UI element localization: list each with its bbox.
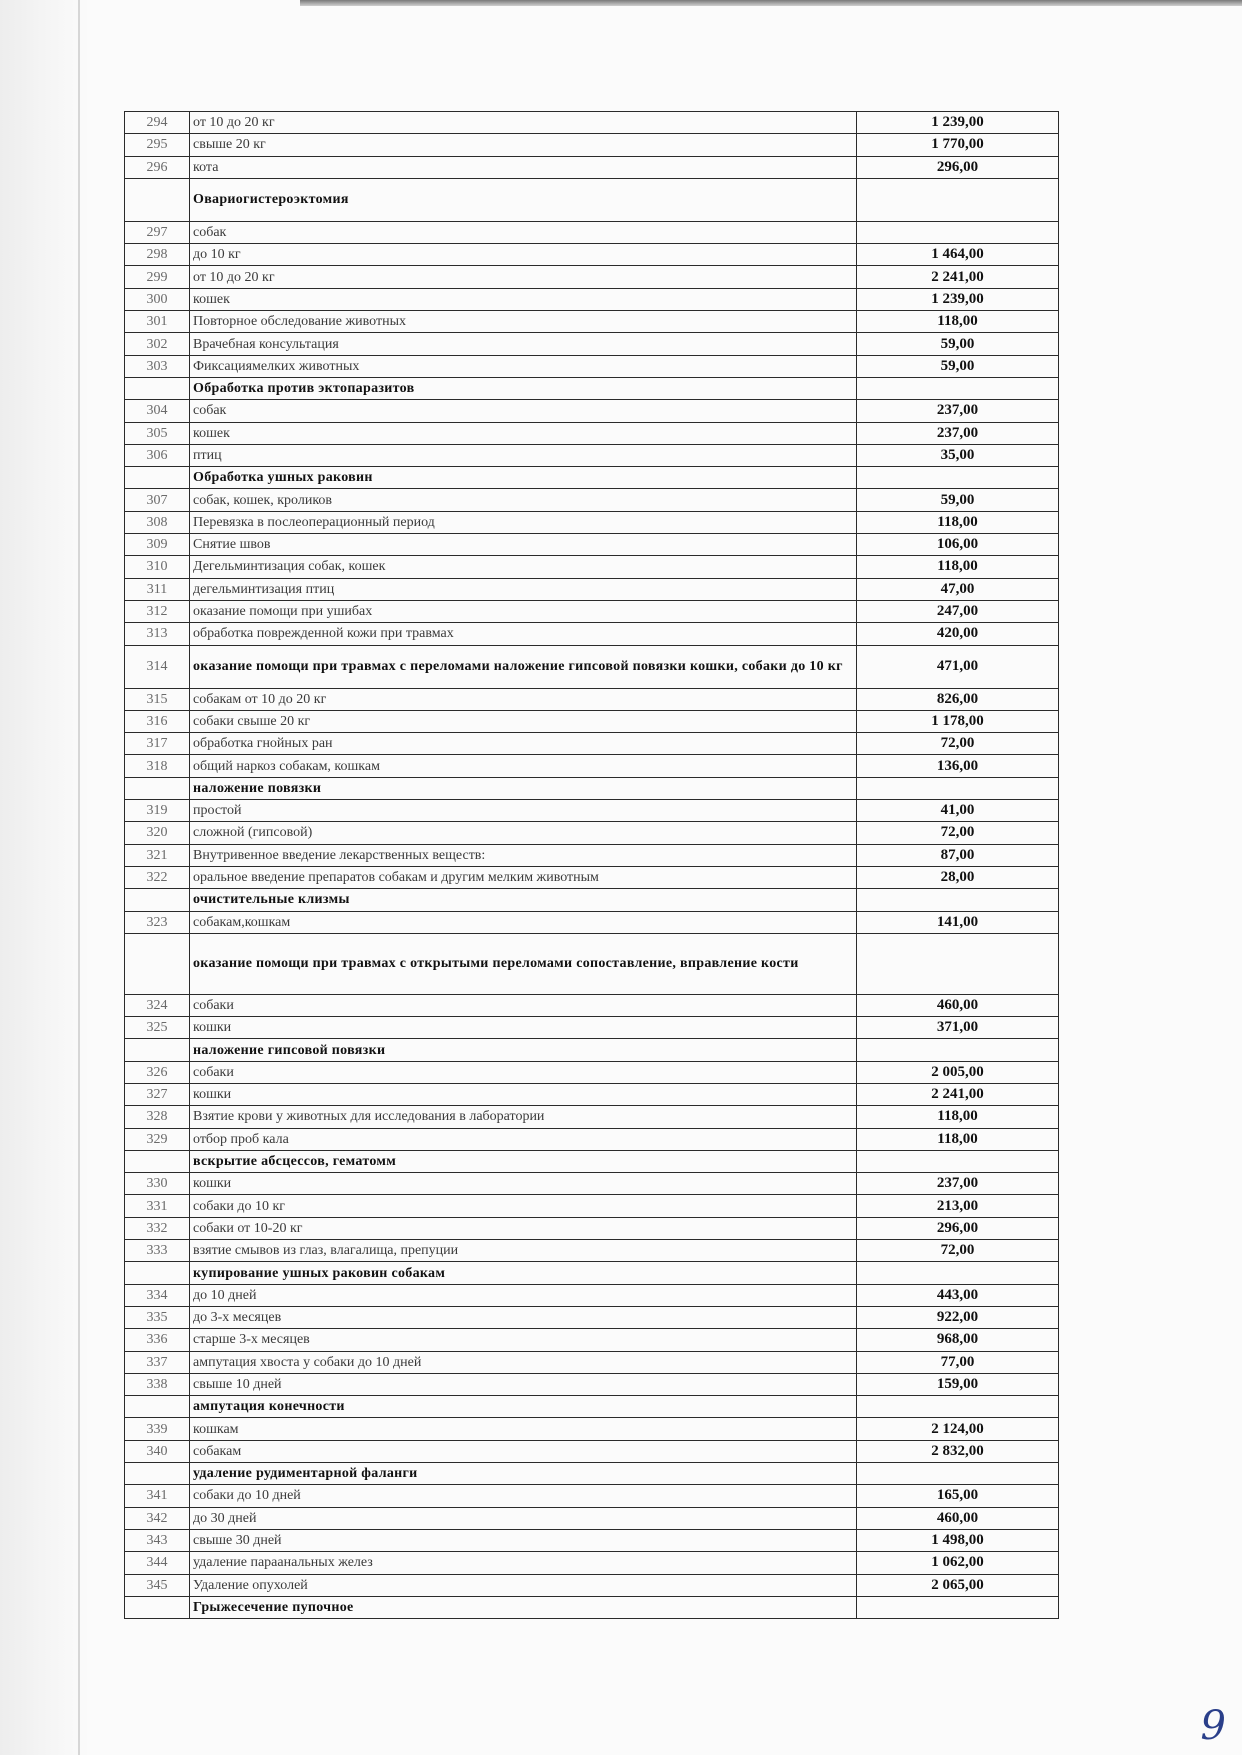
service-name: Обработка ушных раковин [190,467,857,489]
service-name: очистительные клизмы [190,889,857,911]
service-name: свыше 20 кг [190,134,857,156]
service-name: кота [190,156,857,178]
service-name: удаление параанальных желез [190,1552,857,1574]
service-price: 296,00 [857,1217,1059,1239]
service-price: 237,00 [857,400,1059,422]
service-name: общий наркоз собакам, кошкам [190,755,857,777]
service-row [125,112,1059,134]
service-price: 106,00 [857,534,1059,556]
service-row [125,1284,1059,1306]
service-name: собакам [190,1440,857,1462]
service-row [125,1173,1059,1195]
service-price: 72,00 [857,1240,1059,1262]
service-name: кошки [190,1017,857,1039]
service-row [125,221,1059,243]
service-price: 460,00 [857,994,1059,1016]
price-list-body [125,112,1059,1619]
service-price: 1 239,00 [857,288,1059,310]
service-price: 118,00 [857,1106,1059,1128]
service-row [125,911,1059,933]
service-price: 237,00 [857,1173,1059,1195]
service-price: 77,00 [857,1351,1059,1373]
row-number: 308 [125,511,190,533]
service-price: 59,00 [857,489,1059,511]
section-header-row [125,645,1059,688]
service-name: Внутривенное введение лекарственных веществ: [190,844,857,866]
service-price: 1 062,00 [857,1552,1059,1574]
service-row [125,1061,1059,1083]
row-number: 338 [125,1373,190,1395]
service-row [125,1529,1059,1551]
service-row [125,422,1059,444]
row-number: 312 [125,600,190,622]
row-number [125,377,190,399]
service-price [857,933,1059,994]
service-price: 141,00 [857,911,1059,933]
service-price: 136,00 [857,755,1059,777]
section-header-row [125,1150,1059,1172]
row-number: 324 [125,994,190,1016]
row-number: 337 [125,1351,190,1373]
service-price: 87,00 [857,844,1059,866]
section-header-row [125,1396,1059,1418]
row-number: 303 [125,355,190,377]
service-price: 1 498,00 [857,1529,1059,1551]
service-row [125,1351,1059,1373]
price-list-table [124,111,1059,1619]
row-number [125,889,190,911]
row-number: 315 [125,688,190,710]
service-row [125,333,1059,355]
row-number: 299 [125,266,190,288]
row-number [125,777,190,799]
row-number: 326 [125,1061,190,1083]
service-price: 59,00 [857,333,1059,355]
service-name: собаки от 10-20 кг [190,1217,857,1239]
service-price: 1 770,00 [857,134,1059,156]
service-price: 460,00 [857,1507,1059,1529]
row-number: 301 [125,311,190,333]
row-number [125,1262,190,1284]
row-number: 295 [125,134,190,156]
row-number: 343 [125,1529,190,1551]
service-price: 471,00 [857,645,1059,688]
service-name: от 10 до 20 кг [190,266,857,288]
service-row [125,1217,1059,1239]
service-price: 247,00 [857,600,1059,622]
service-name: вскрытие абсцессов, гематомм [190,1150,857,1172]
row-number: 333 [125,1240,190,1262]
service-name: обработка гнойных ран [190,733,857,755]
service-row [125,822,1059,844]
service-price: 118,00 [857,556,1059,578]
service-name: собак [190,221,857,243]
service-name: оказание помощи при ушибах [190,600,857,622]
service-row [125,994,1059,1016]
service-name: оральное введение препаратов собакам и другим мелким животным [190,866,857,888]
service-name: свыше 10 дней [190,1373,857,1395]
service-name: дегельминтизация птиц [190,578,857,600]
service-price: 59,00 [857,355,1059,377]
service-name: Обработка против эктопаразитов [190,377,857,399]
row-number: 311 [125,578,190,600]
service-row [125,556,1059,578]
row-number: 310 [125,556,190,578]
row-number: 302 [125,333,190,355]
section-header-row [125,777,1059,799]
service-row [125,710,1059,732]
service-name: ампутация хвоста у собаки до 10 дней [190,1351,857,1373]
service-name: Врачебная консультация [190,333,857,355]
service-name: оказание помощи при травмах с переломами наложение гипсовой повязки кошки, собаки до 10 кг [190,645,857,688]
service-name: Грыжесечение пупочное [190,1596,857,1618]
service-name: собакам,кошкам [190,911,857,933]
service-price [857,1596,1059,1618]
row-number [125,467,190,489]
row-number: 341 [125,1485,190,1507]
row-number: 317 [125,733,190,755]
service-name: Снятие швов [190,534,857,556]
service-price: 2 241,00 [857,266,1059,288]
service-row [125,134,1059,156]
service-name: отбор проб кала [190,1128,857,1150]
service-price: 118,00 [857,311,1059,333]
service-name: собаки до 10 кг [190,1195,857,1217]
service-row [125,1329,1059,1351]
service-price: 159,00 [857,1373,1059,1395]
service-row [125,600,1059,622]
service-price [857,1463,1059,1485]
service-price: 2 005,00 [857,1061,1059,1083]
service-row [125,444,1059,466]
row-number: 339 [125,1418,190,1440]
row-number: 329 [125,1128,190,1150]
row-number: 336 [125,1329,190,1351]
service-price: 296,00 [857,156,1059,178]
service-price: 118,00 [857,511,1059,533]
service-row [125,311,1059,333]
service-name: Взятие крови у животных для исследования в лаборатории [190,1106,857,1128]
row-number: 305 [125,422,190,444]
service-row [125,288,1059,310]
service-name: Повторное обследование животных [190,311,857,333]
row-number [125,1039,190,1061]
service-row [125,800,1059,822]
service-price: 1 239,00 [857,112,1059,134]
service-price [857,1039,1059,1061]
service-name: наложение гипсовой повязки [190,1039,857,1061]
row-number: 320 [125,822,190,844]
row-number: 332 [125,1217,190,1239]
section-header-row [125,377,1059,399]
service-price: 968,00 [857,1329,1059,1351]
service-price: 2 124,00 [857,1418,1059,1440]
row-number: 321 [125,844,190,866]
service-name: обработка поврежденной кожи при травмах [190,623,857,645]
row-number: 319 [125,800,190,822]
section-header-row [125,889,1059,911]
service-row [125,578,1059,600]
service-name: кошкам [190,1418,857,1440]
page-number: 9 [1200,1703,1226,1749]
service-row [125,1106,1059,1128]
service-price: 2 065,00 [857,1574,1059,1596]
service-name: до 3-х месяцев [190,1306,857,1328]
row-number: 344 [125,1552,190,1574]
service-price: 165,00 [857,1485,1059,1507]
service-name: собак [190,400,857,422]
service-row [125,1440,1059,1462]
service-price [857,1262,1059,1284]
scan-edge-line [78,0,80,1755]
service-name: Перевязка в послеоперационный период [190,511,857,533]
service-price [857,777,1059,799]
service-price: 420,00 [857,623,1059,645]
service-name: старше 3-х месяцев [190,1329,857,1351]
service-name: собаки [190,994,857,1016]
row-number: 335 [125,1306,190,1328]
service-price: 371,00 [857,1017,1059,1039]
section-header-row [125,933,1059,994]
service-name: Фиксациямелких животных [190,355,857,377]
service-name: собак, кошек, кроликов [190,489,857,511]
service-price: 237,00 [857,422,1059,444]
service-price [857,178,1059,221]
row-number [125,1463,190,1485]
service-name: купирование ушных раковин собакам [190,1262,857,1284]
section-header-row [125,178,1059,221]
service-row [125,1552,1059,1574]
service-row [125,266,1059,288]
service-name: ампутация конечности [190,1396,857,1418]
row-number: 342 [125,1507,190,1529]
service-name: свыше 30 дней [190,1529,857,1551]
service-row [125,1128,1059,1150]
service-name: до 10 кг [190,244,857,266]
service-price: 2 241,00 [857,1083,1059,1105]
service-row [125,733,1059,755]
service-price [857,467,1059,489]
service-row [125,1195,1059,1217]
service-name: собакам от 10 до 20 кг [190,688,857,710]
row-number: 328 [125,1106,190,1128]
section-header-row [125,467,1059,489]
section-header-row [125,1262,1059,1284]
service-row [125,688,1059,710]
service-row [125,755,1059,777]
service-name: Дегельминтизация собак, кошек [190,556,857,578]
row-number: 327 [125,1083,190,1105]
scan-top-edge [300,0,1242,6]
section-header-row [125,1463,1059,1485]
service-name: кошек [190,422,857,444]
service-price: 47,00 [857,578,1059,600]
service-row [125,1485,1059,1507]
service-name: наложение повязки [190,777,857,799]
service-row [125,844,1059,866]
service-row [125,866,1059,888]
service-name: Удаление опухолей [190,1574,857,1596]
service-name: удаление рудиментарной фаланги [190,1463,857,1485]
service-name: оказание помощи при травмах с открытыми переломами сопоставление, вправление кости [190,933,857,994]
row-number: 334 [125,1284,190,1306]
service-price: 2 832,00 [857,1440,1059,1462]
service-row [125,1017,1059,1039]
service-row [125,1574,1059,1596]
row-number: 304 [125,400,190,422]
service-price: 41,00 [857,800,1059,822]
service-name: до 10 дней [190,1284,857,1306]
service-name: от 10 до 20 кг [190,112,857,134]
row-number [125,933,190,994]
scan-edge-shadow [0,0,90,1755]
service-name: собаки свыше 20 кг [190,710,857,732]
service-row [125,400,1059,422]
service-row [125,1083,1059,1105]
service-price: 922,00 [857,1306,1059,1328]
row-number: 345 [125,1574,190,1596]
section-header-row [125,1039,1059,1061]
row-number: 323 [125,911,190,933]
service-price: 1 178,00 [857,710,1059,732]
row-number [125,178,190,221]
service-name: собаки [190,1061,857,1083]
service-row [125,1418,1059,1440]
service-price [857,1396,1059,1418]
service-price: 1 464,00 [857,244,1059,266]
service-price: 118,00 [857,1128,1059,1150]
row-number: 314 [125,645,190,688]
row-number [125,1150,190,1172]
row-number: 294 [125,112,190,134]
service-row [125,1240,1059,1262]
service-price: 443,00 [857,1284,1059,1306]
service-price: 72,00 [857,733,1059,755]
service-name: до 30 дней [190,1507,857,1529]
service-row [125,489,1059,511]
service-name: простой [190,800,857,822]
service-row [125,1507,1059,1529]
service-price: 826,00 [857,688,1059,710]
service-row [125,511,1059,533]
row-number: 330 [125,1173,190,1195]
service-name: Овариогистероэктомия [190,178,857,221]
service-price [857,889,1059,911]
row-number: 309 [125,534,190,556]
service-name: кошки [190,1083,857,1105]
row-number: 307 [125,489,190,511]
service-row [125,534,1059,556]
row-number: 298 [125,244,190,266]
service-name: собаки до 10 дней [190,1485,857,1507]
service-row [125,623,1059,645]
service-name: кошек [190,288,857,310]
service-price [857,221,1059,243]
row-number: 316 [125,710,190,732]
service-name: сложной (гипсовой) [190,822,857,844]
row-number [125,1596,190,1618]
service-price: 72,00 [857,822,1059,844]
row-number [125,1396,190,1418]
row-number: 296 [125,156,190,178]
service-name: кошки [190,1173,857,1195]
row-number: 325 [125,1017,190,1039]
row-number: 306 [125,444,190,466]
row-number: 300 [125,288,190,310]
service-name: птиц [190,444,857,466]
service-name: взятие смывов из глаз, влагалища, препуции [190,1240,857,1262]
row-number: 331 [125,1195,190,1217]
service-row [125,355,1059,377]
service-price [857,1150,1059,1172]
service-row [125,156,1059,178]
service-price: 28,00 [857,866,1059,888]
service-row [125,1373,1059,1395]
service-price [857,377,1059,399]
service-price: 35,00 [857,444,1059,466]
row-number: 322 [125,866,190,888]
row-number: 313 [125,623,190,645]
row-number: 340 [125,1440,190,1462]
service-row [125,1306,1059,1328]
service-price: 213,00 [857,1195,1059,1217]
row-number: 318 [125,755,190,777]
section-header-row [125,1596,1059,1618]
row-number: 297 [125,221,190,243]
service-row [125,244,1059,266]
